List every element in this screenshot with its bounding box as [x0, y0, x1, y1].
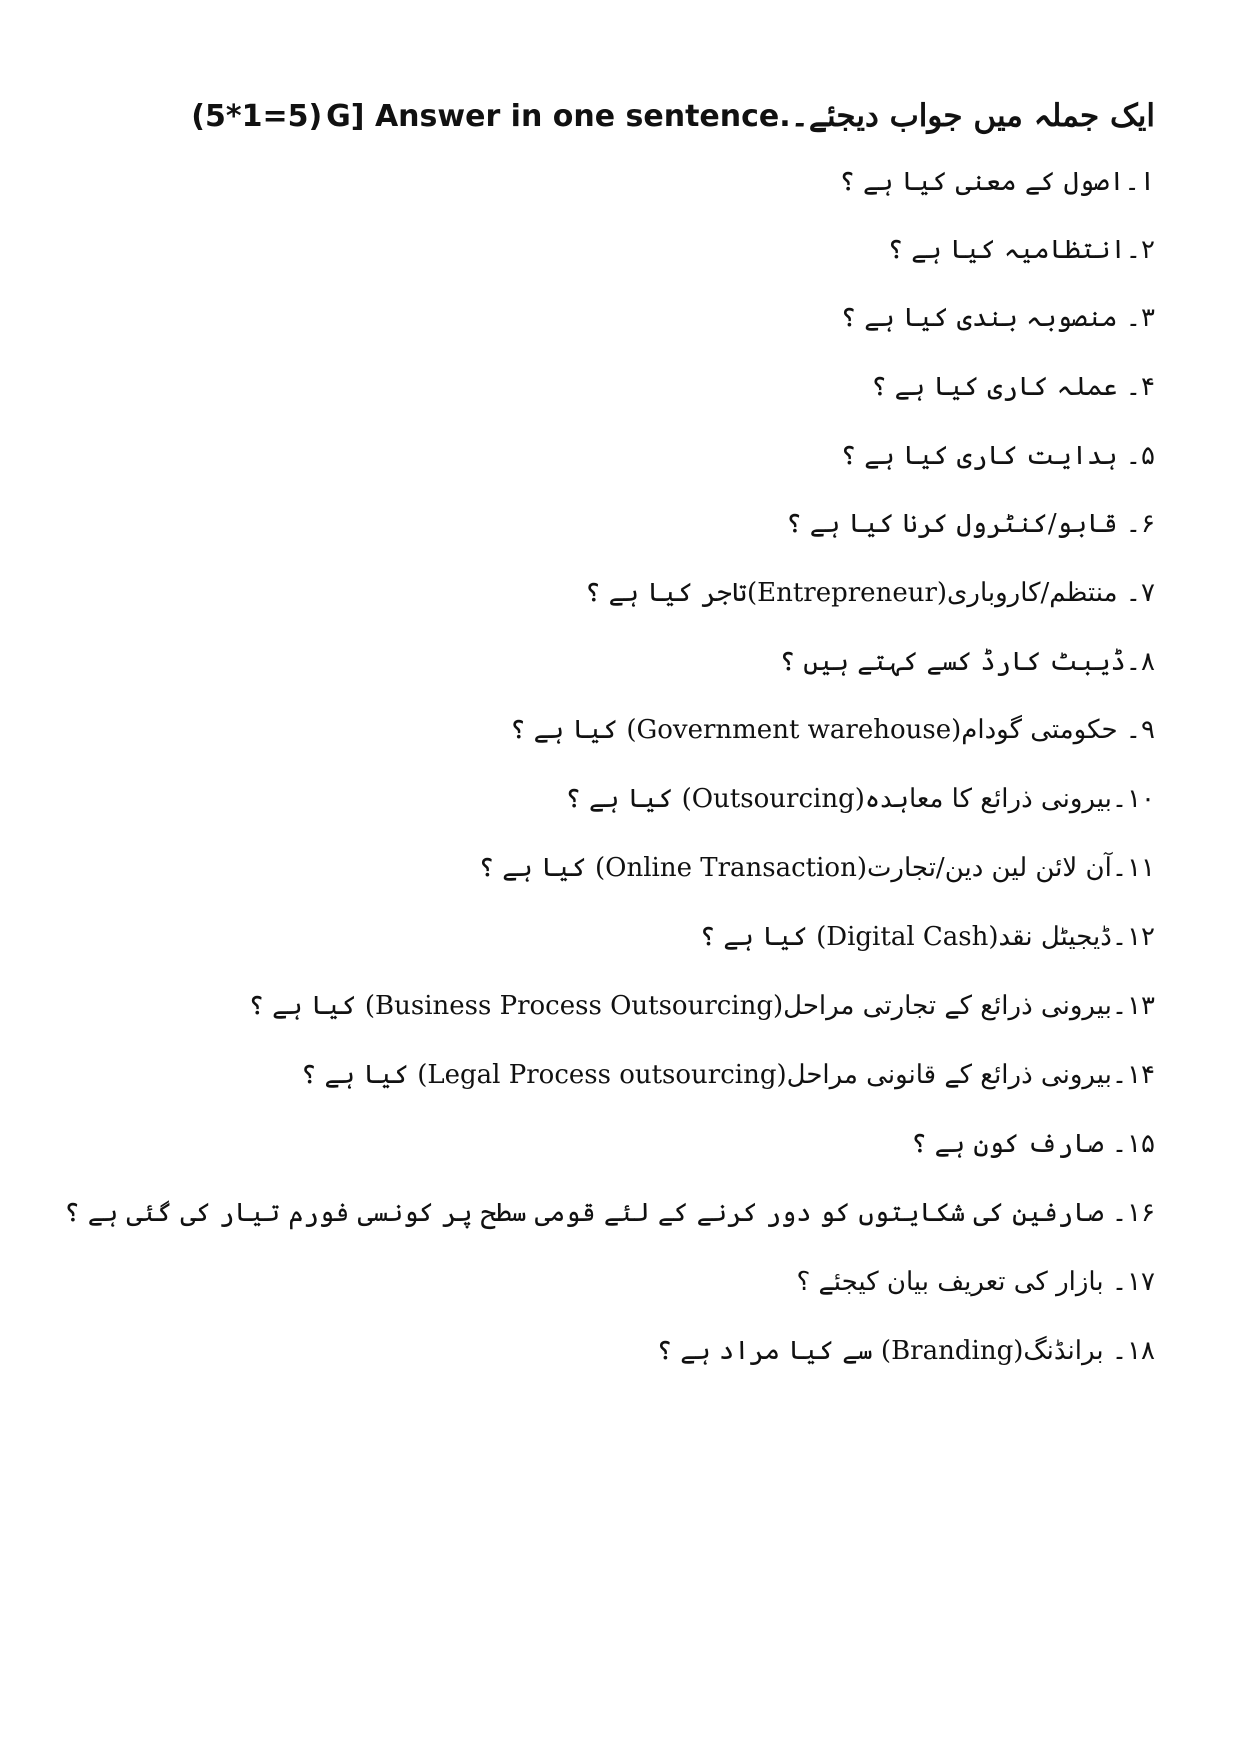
- question-15: ۱۵۔ صارف کون ہے ؟: [911, 1129, 1155, 1159]
- question-14: ۱۴۔بیرونی ذرائع کے قانونی مراحل(Legal Process outsourcing) کیا ہے ؟: [301, 1060, 1155, 1090]
- question-13: ۱۳۔بیرونی ذرائع کے تجارتی مراحل(Business Process Outsourcing) کیا ہے ؟: [248, 991, 1155, 1021]
- question-4: ۴۔ عملہ کاری کیا ہے ؟: [871, 372, 1155, 402]
- question-16: ۱۶۔ صارفین کی شکایتوں کو دور کرنے کے لئے قومی سطح پر کونسی فورم تیار کی گئی ہے ؟: [64, 1198, 1155, 1228]
- heading-urdu: ایک جملہ میں جواب دیجئے۔: [790, 98, 1155, 134]
- question-1: ا۔اصول کے معنی کیا ہے ؟: [839, 167, 1155, 197]
- question-8: ۸۔ڈیبٹ کارڈ کسے کہتے ہیں ؟: [779, 647, 1155, 677]
- question-10: ۱۰۔بیرونی ذرائع کا معاہدہ(Outsourcing) کیا ہے ؟: [565, 784, 1155, 814]
- question-2: ۲۔انتظامیہ کیا ہے ؟: [887, 235, 1155, 265]
- question-7: ۷۔ منتظم/کاروباری(Entrepreneur)تاجر کیا ہے ؟: [585, 578, 1155, 608]
- question-12: ۱۲۔ڈیجیٹل نقد(Digital Cash) کیا ہے ؟: [699, 922, 1155, 952]
- question-11: ۱۱۔آن لائن لین دین/تجارت(Online Transaction) کیا ہے ؟: [478, 853, 1155, 883]
- section-heading: [191, 92, 1155, 141]
- question-3: ۳۔ منصوبہ بندی کیا ہے ؟: [840, 303, 1155, 333]
- question-9: ۹۔ حکومتی گودام(Government warehouse) کیا ہے ؟: [510, 715, 1155, 745]
- question-18: ۱۸۔ برانڈنگ(Branding) سے کیا مراد ہے ؟: [656, 1336, 1155, 1366]
- question-6: ۶۔ قابو/کنٹرول کرنا کیا ہے ؟: [786, 509, 1155, 539]
- question-5: ۵۔ ہدایت کاری کیا ہے ؟: [840, 441, 1155, 471]
- heading-english: G] Answer in one sentence.: [326, 99, 791, 134]
- heading-marks: (5*1=5): [191, 99, 323, 134]
- question-17: ۱۷۔ بازار کی تعریف بیان کیجئے ؟: [796, 1267, 1155, 1297]
